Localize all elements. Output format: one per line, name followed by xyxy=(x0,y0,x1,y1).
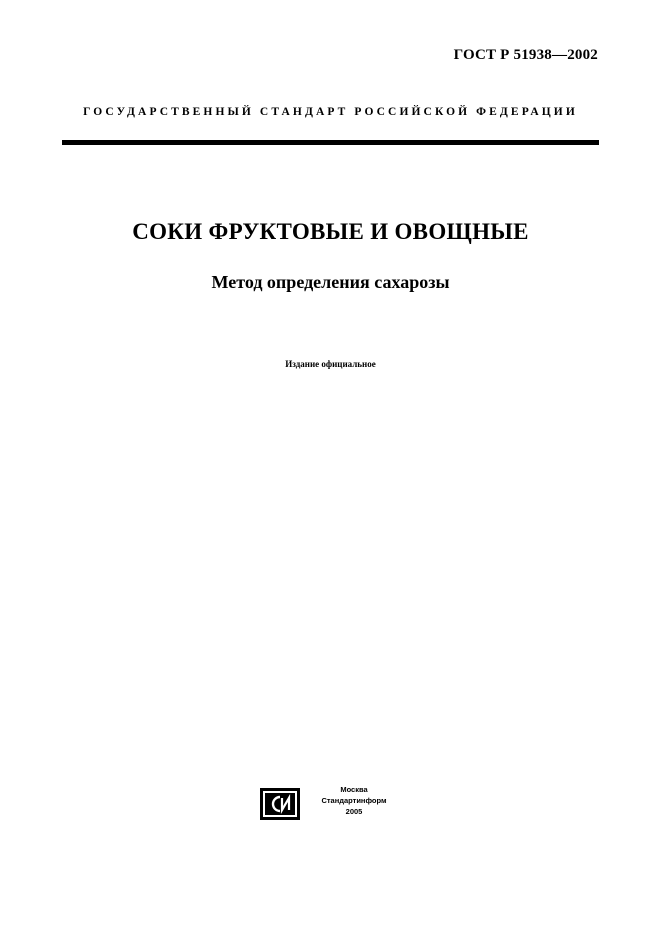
publisher-city: Москва xyxy=(340,785,368,794)
publisher-imprint xyxy=(306,784,402,817)
publisher-logo-icon xyxy=(260,788,300,820)
edition-label: Издание официальное xyxy=(285,359,376,369)
publisher-name: Стандартинформ xyxy=(321,796,387,805)
document-subtitle: Метод определения сахарозы xyxy=(211,272,450,292)
publisher-block xyxy=(260,784,420,824)
document-number: ГОСТ Р 51938—2002 xyxy=(453,47,598,63)
publisher-year: 2005 xyxy=(345,807,363,816)
standard-type-header: ГОСУДАРСТВЕННЫЙ СТАНДАРТ РОССИЙСКОЙ ФЕДЕРАЦИИ xyxy=(83,106,578,118)
document-title: СОКИ ФРУКТОВЫЕ И ОВОЩНЫЕ xyxy=(132,219,529,244)
header-divider xyxy=(62,140,599,145)
